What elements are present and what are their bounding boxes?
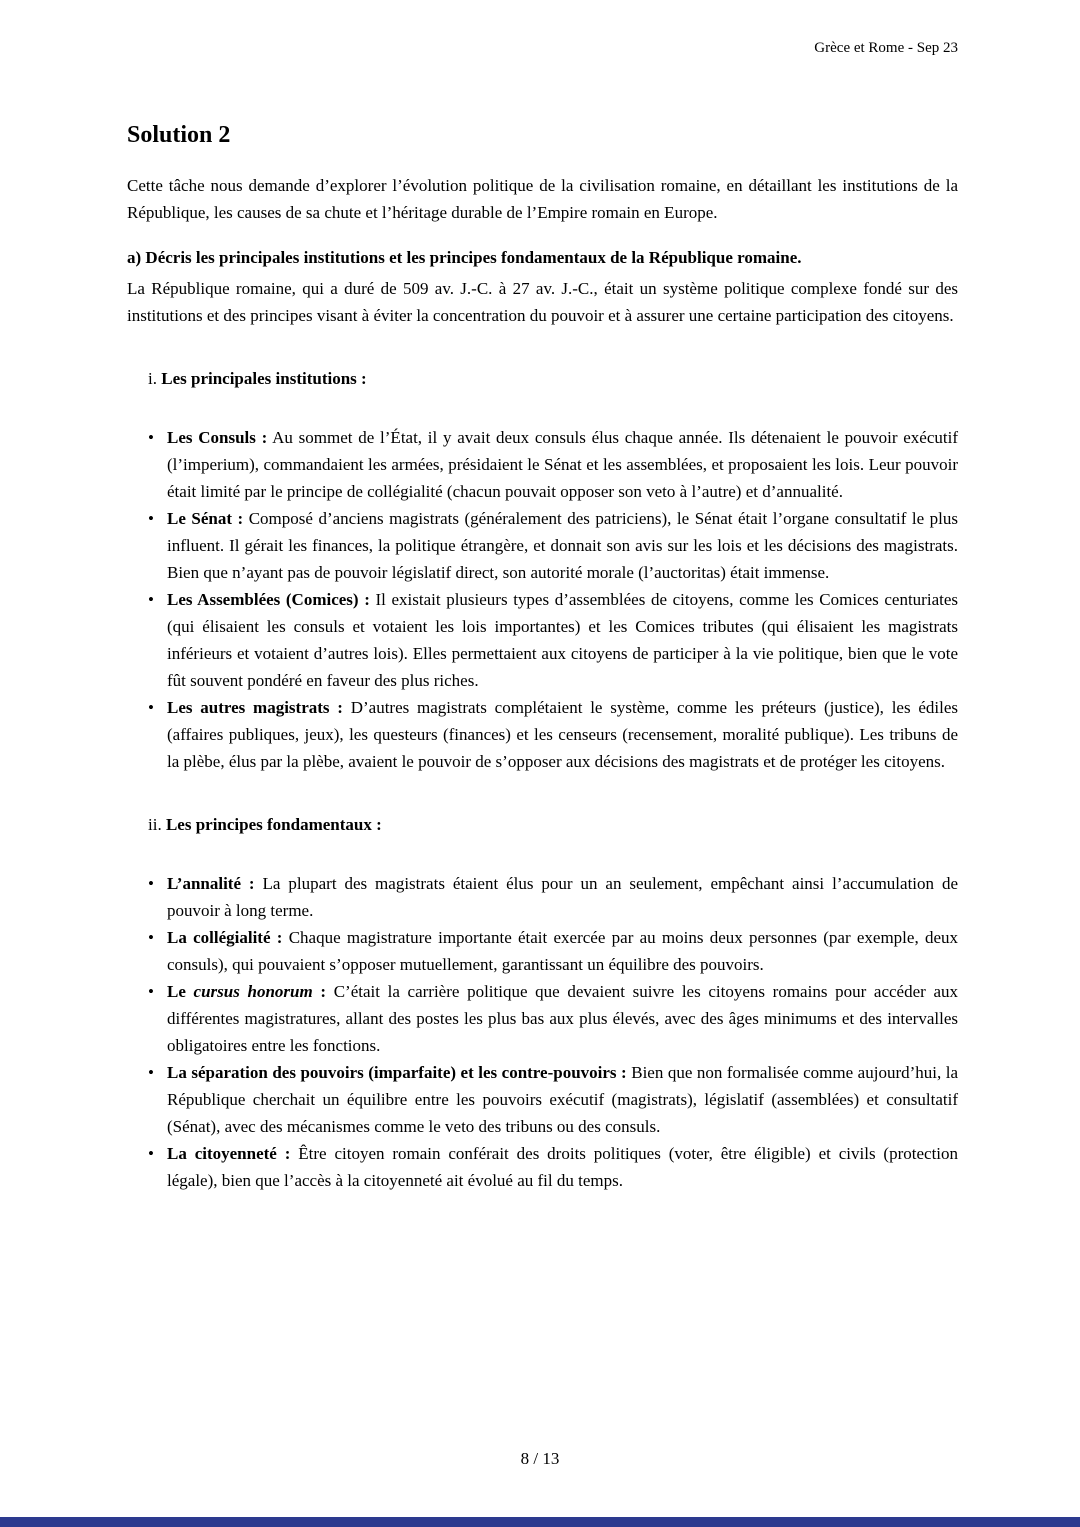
- list-item: [148, 1059, 958, 1140]
- item-text: Composé d’anciens magistrats (généralement des patriciens), le Sénat était l’organe consultatif le plus influent. Il gérait les finances, la politique étrangère, et donnait son avis sur les lois et les décisions des magistrats. Bien que n’ayant pas de pouvoir législatif direct, son autorité morale (l’auctoritas) était immense.: [167, 509, 958, 582]
- list-item: [148, 586, 958, 694]
- item-lead: Les Assemblées (Comices) :: [167, 590, 370, 609]
- item-text: Bien que non formalisée comme aujourd’hui, la République cherchait un équilibre entre les pouvoirs exécutif (magistrats), législatif (assemblées) et consultatif (Sénat), avec des mécanismes comme le veto des tribuns ou des consuls.: [167, 1063, 959, 1136]
- item-text: Il existait plusieurs types d’assemblées de citoyens, comme les Comices centuriates (qui élisaient les consuls et votaient les lois importantes) et les Comices tributes (qui élisaient les magistrats inférieurs et votaient d’autres lois). Elles permettaient aux citoyens de participer à la vie politique, bien que le vote fût souvent pondéré en faveur des plus riches.: [167, 590, 959, 690]
- bullet-marker: •: [148, 928, 154, 947]
- item-text: D’autres magistrats complétaient le système, comme les préteurs (justice), les édiles (affaires publiques, jeux), les questeurs (finances) et les censeurs (recensement, moralité publique). Les tribuns de la plèbe, élus par la plèbe, avaient le pouvoir de s’opposer aux décisions des magistrats et de protéger les citoyens.: [167, 698, 958, 771]
- section-a-paragraph: La République romaine, qui a duré de 509 av. J.-C. à 27 av. J.-C., était un système politique complexe fondé sur des institutions et des principes visant à éviter la concentration du pouvoir et à assurer une certaine participation des citoyens.: [127, 279, 958, 325]
- item-text: C’était la carrière politique que devaient suivre les citoyens romains pour accéder aux différentes magistratures, allant des postes les plus bas aux plus élevés, avec des âges minimums et des intervalles obligatoires entre les fonctions.: [167, 982, 958, 1055]
- bullet-marker: •: [148, 590, 154, 609]
- bottom-bar: [0, 1517, 1080, 1527]
- item-text: Au sommet de l’État, il y avait deux consuls élus chaque année. Ils détenaient le pouvoir exécutif (l’imperium), commandaient les armées, présidaient le Sénat et les assemblées, et proposaient les lois. Leur pouvoir était limité par le principe de collégialité (chacun pouvait opposer son veto à l’autre) et d’annualité.: [167, 428, 958, 501]
- principles-list: [148, 870, 958, 1194]
- institutions-list: [148, 424, 958, 775]
- list-item: [148, 924, 958, 978]
- list-item: [148, 870, 958, 924]
- item-lead-pre: Le: [167, 982, 194, 1001]
- item-lead: Le Sénat :: [167, 509, 244, 528]
- item-text: Être citoyen romain conférait des droits politiques (voter, être éligible) et civils (protection légale), bien que l’accès à la citoyenneté ait évolué au fil du temps.: [167, 1144, 959, 1190]
- list-item: [148, 978, 958, 1059]
- bullet-marker: •: [148, 509, 154, 528]
- bullet-marker: •: [148, 874, 154, 893]
- bullet-marker: •: [148, 1144, 154, 1163]
- item-lead: Les Consuls :: [167, 428, 268, 447]
- subsection-ii-numeral: ii.: [148, 815, 162, 834]
- list-item: [148, 1140, 958, 1194]
- page-number: 8 / 13: [520, 1449, 560, 1468]
- header-course-label: Grèce et Rome - Sep 23: [814, 40, 958, 56]
- item-text: La plupart des magistrats étaient élus pour un an seulement, empêchant ainsi l’accumulation de pouvoir à long terme.: [167, 874, 958, 920]
- list-item: [148, 505, 958, 586]
- item-lead-post: :: [312, 982, 327, 1001]
- bullet-marker: •: [148, 428, 154, 447]
- item-lead: La collégialité :: [167, 928, 283, 947]
- section-a-heading: a) Décris les principales institutions et les principes fondamentaux de la République romaine.: [127, 248, 802, 267]
- intro-paragraph: Cette tâche nous demande d’explorer l’évolution politique de la civilisation romaine, en détaillant les institutions de la République, les causes de sa chute et l’héritage durable de l’Empire romain en Europe.: [127, 176, 958, 222]
- item-lead: La citoyenneté :: [167, 1144, 291, 1163]
- bullet-marker: •: [148, 698, 154, 717]
- list-item: [148, 424, 958, 505]
- subsection-i-title: Les principales institutions :: [161, 369, 367, 388]
- bullet-marker: •: [148, 1063, 154, 1082]
- subsection-i-numeral: i.: [148, 369, 157, 388]
- bullet-marker: •: [148, 982, 154, 1001]
- subsection-ii-heading: [148, 811, 958, 838]
- item-lead-latin-term: cursus honorum: [193, 982, 313, 1001]
- solution-title: Solution 2: [127, 122, 231, 148]
- subsection-ii-title: Les principes fondamentaux :: [165, 815, 382, 834]
- list-item: [148, 694, 958, 775]
- item-lead: Les autres magistrats :: [167, 698, 343, 717]
- item-text: Chaque magistrature importante était exercée par au moins deux personnes (par exemple, deux consuls), qui pouvaient s’opposer mutuellement, garantissant un équilibre des pouvoirs.: [167, 928, 959, 974]
- item-lead: La séparation des pouvoirs (imparfaite) et les contre-pouvoirs :: [167, 1063, 627, 1082]
- item-lead: L’annalité :: [167, 874, 255, 893]
- page-header: [127, 38, 958, 58]
- subsection-i-heading: [148, 365, 958, 392]
